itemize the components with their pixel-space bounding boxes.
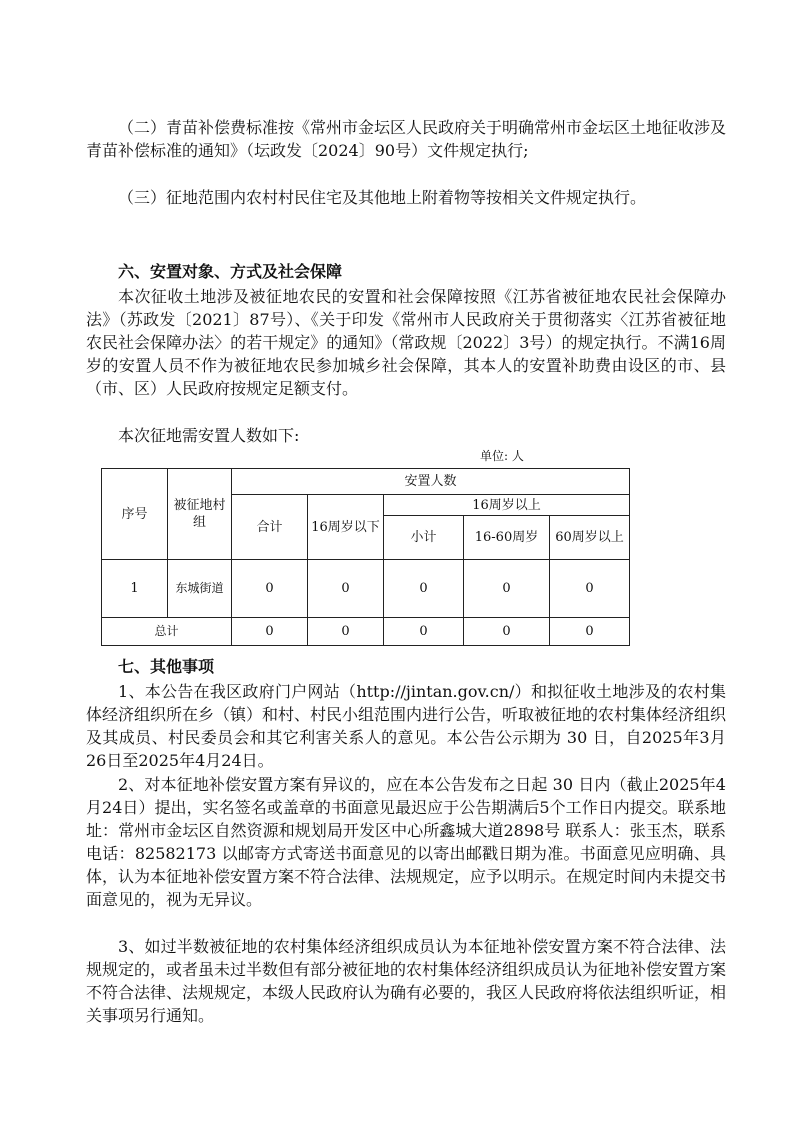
cell-sum-under-16: 0: [308, 618, 384, 646]
paragraph-seedling-compensation: （二）青苗补偿费标准按《常州市金坛区人民政府关于明确常州市金坛区土地征收涉及青苗补偿标准的通知》（坛政发〔2024〕90号）文件规定执行;: [86, 118, 727, 160]
resettlement-table: [101, 468, 630, 646]
paragraph-resettlement-count: 本次征地需安置人数如下:: [118, 426, 300, 445]
table-sum-row: [102, 618, 630, 646]
cell-seq: 1: [102, 560, 168, 618]
header-over-60: 60周岁以上: [550, 516, 630, 560]
table-header-row-1: [102, 469, 630, 495]
cell-sum-16-to-60: 0: [464, 618, 550, 646]
cell-sum-total: 0: [232, 618, 308, 646]
cell-under-16: 0: [308, 560, 384, 618]
cell-16-to-60: 0: [464, 560, 550, 618]
header-village: 被征地村组: [168, 469, 232, 560]
header-seq: 序号: [102, 469, 168, 560]
cell-over-60: 0: [550, 560, 630, 618]
section-heading-resettlement: 六、安置对象、方式及社会保障: [118, 262, 343, 281]
cell-village: 东城街道: [168, 560, 232, 618]
paragraph-objection: 2、对本征地补偿安置方案有异议的，应在本公告发布之日起 30 日内（截止2025年4月24日）提出，实名签名或盖章的书面意见最迟应于公告期满后5个工作日内提交。联系地址：常州市金坛区自然资源和规划局开发区中心所鑫城大道2898号 联系人：张玉杰，联系电话：82582173 以邮寄方式寄送书面意见的以寄出邮戳日期为准。书面意见应明确、具体，认为本征地补偿安置方案不符合法律、法规规定，应予以明示。在规定时间内未提交书面意见的，视为无异议。: [86, 775, 727, 909]
header-total: 合计: [232, 495, 308, 560]
header-resettle-count: 安置人数: [232, 469, 630, 495]
cell-subtotal: 0: [384, 560, 464, 618]
cell-total: 0: [232, 560, 308, 618]
paragraph-social-security: 本次征收土地涉及被征地农民的安置和社会保障按照《江苏省被征地农民社会保障办法》（苏政发〔2021〕87号）、《关于印发《常州市人民政府关于贯彻落实〈江苏省被征地农民社会保障办法〉的若干规定》的通知》（常政规〔2022〕3号）的规定执行。不满16周岁的安置人员不作为被征地农民参加城乡社会保障，其本人的安置补助费由设区的市、县（市、区）人民政府按规定足额支付。: [86, 287, 726, 398]
cell-sum-over-60: 0: [550, 618, 630, 646]
paragraph-hearing: 3、如过半数被征地的农村集体经济组织成员认为本征地补偿安置方案不符合法律、法规规定的，或者虽未过半数但有部分被征地的农村集体经济组织成员认为征地补偿安置方案不符合法律、法规规定，本级人民政府认为确有必要的，我区人民政府将依法组织听证，相关事项另行通知。: [86, 937, 727, 1025]
header-subtotal: 小计: [384, 516, 464, 560]
table-row: [102, 560, 630, 618]
header-under-16: 16周岁以下: [308, 495, 384, 560]
paragraph-publication: 1、本公告在我区政府门户网站（http://jintan.gov.cn/）和拟征收土地涉及的农村集体经济组织所在乡（镇）和村、村民小组范围内进行公告，听取被征地的农村集体经济组织及其成员、村民委员会和其它利害关系人的意见。本公告公示期为 30 日，自2025年3月26日至2025年4月24日。: [86, 682, 727, 770]
paragraph-residence-compensation: （三）征地范围内农村村民住宅及其他地上附着物等按相关文件规定执行。: [118, 188, 647, 207]
header-16-to-60: 16-60周岁: [464, 516, 550, 560]
header-over-16: 16周岁以上: [384, 495, 630, 516]
cell-sum-label: 总计: [102, 618, 232, 646]
section-heading-other-matters: 七、其他事项: [118, 657, 215, 676]
cell-sum-subtotal: 0: [384, 618, 464, 646]
table-unit-label: 单位: 人: [480, 449, 524, 463]
